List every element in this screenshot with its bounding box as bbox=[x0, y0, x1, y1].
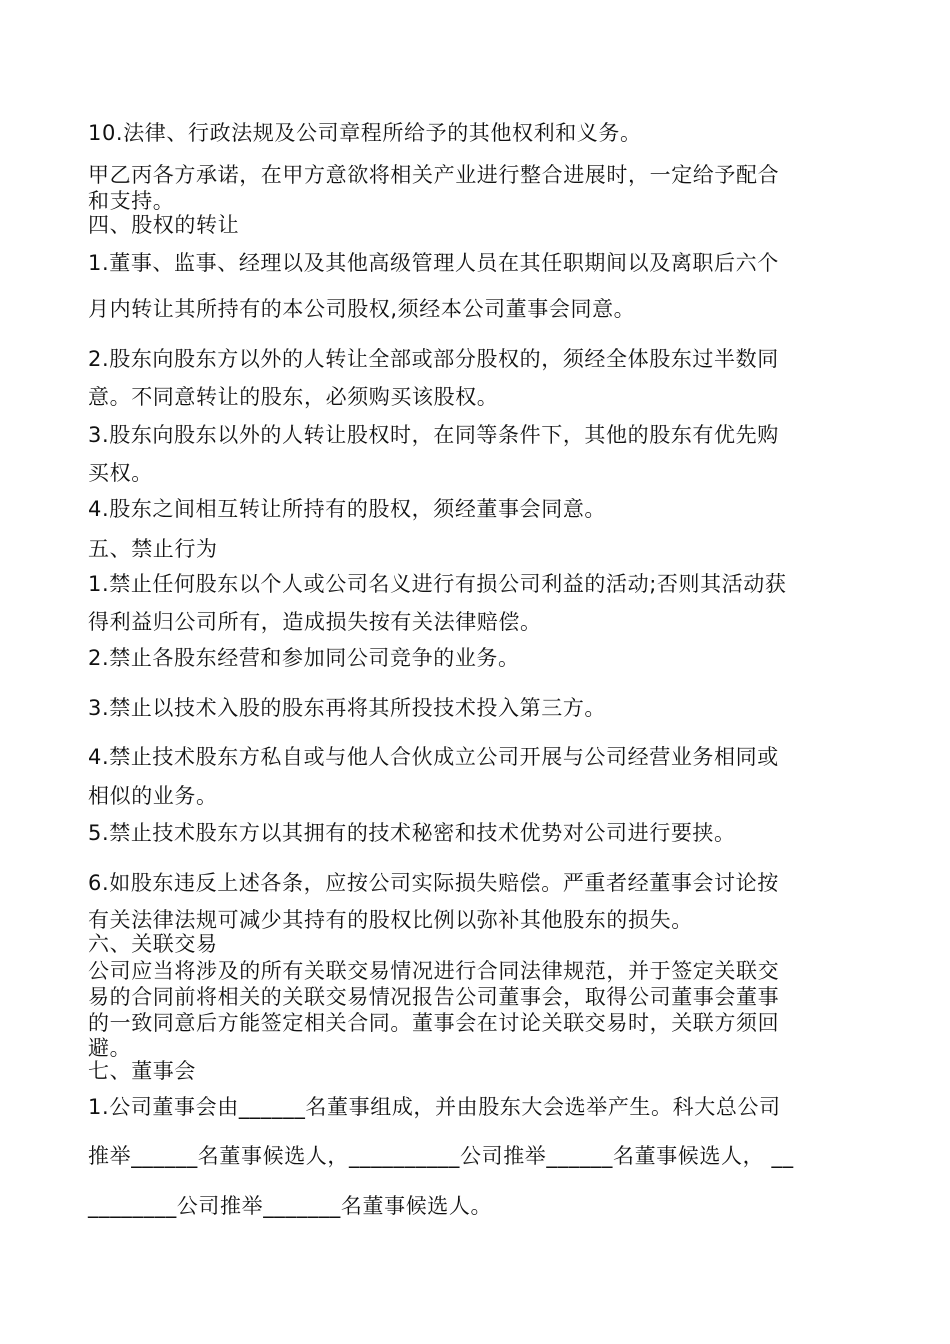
section-heading: 四、股权的转让 bbox=[88, 213, 240, 237]
text-line: 3.禁止以技术入股的股东再将其所投技术投入第三方。 bbox=[88, 696, 607, 720]
text-line: 避。 bbox=[88, 1036, 132, 1060]
text-line: 和支持。 bbox=[88, 189, 175, 213]
text-line: 5.禁止技术股东方以其拥有的技术秘密和技术优势对公司进行要挟。 bbox=[88, 821, 736, 845]
text-line: 3.股东向股东以外的人转让股权时，在同等条件下，其他的股东有优先购 bbox=[88, 423, 779, 447]
text-line: 甲乙丙各方承诺，在甲方意欲将相关产业进行整合进展时，一定给予配合 bbox=[88, 163, 780, 187]
section-heading: 六、关联交易 bbox=[88, 932, 218, 956]
text-line: 得利益归公司所有，造成损失按有关法律赔偿。 bbox=[88, 610, 542, 634]
text-line: 月内转让其所持有的本公司股权,须经本公司董事会同意。 bbox=[88, 297, 636, 321]
text-line: ________公司推举_______名董事候选人。 bbox=[88, 1194, 493, 1218]
section-heading: 七、董事会 bbox=[88, 1059, 196, 1083]
text-line: 买权。 bbox=[88, 461, 153, 485]
text-line: 1.禁止任何股东以个人或公司名义进行有损公司利益的活动;否则其活动获 bbox=[88, 572, 787, 596]
section-heading: 五、禁止行为 bbox=[88, 537, 218, 561]
text-line: 1.公司董事会由______名董事组成，并由股东大会选举产生。科大总公司 bbox=[88, 1095, 781, 1119]
text-line: 6.如股东违反上述各条，应按公司实际损失赔偿。严重者经董事会讨论按 bbox=[88, 871, 779, 895]
text-line: 10.法律、行政法规及公司章程所给予的其他权利和义务。 bbox=[88, 121, 642, 145]
text-line: 2.禁止各股东经营和参加同公司竞争的业务。 bbox=[88, 646, 520, 670]
text-line: 1.董事、监事、经理以及其他高级管理人员在其任职期间以及离职后六个 bbox=[88, 251, 779, 275]
text-line: 易的合同前将相关的关联交易情况报告公司董事会，取得公司董事会董事 bbox=[88, 985, 780, 1009]
text-line: 相似的业务。 bbox=[88, 784, 218, 808]
document-page bbox=[88, 0, 868, 1344]
text-line: 公司应当将涉及的所有关联交易情况进行合同法律规范，并于签定关联交 bbox=[88, 959, 780, 983]
text-line: 2.股东向股东方以外的人转让全部或部分股权的，须经全体股东过半数同 bbox=[88, 347, 779, 371]
text-line: 意。不同意转让的股东，必须购买该股权。 bbox=[88, 385, 499, 409]
text-line: 的一致同意后方能签定相关合同。董事会在讨论关联交易时，关联方须回 bbox=[88, 1011, 780, 1035]
text-line: 推举______名董事候选人，__________公司推举______名董事候选人， __ bbox=[88, 1144, 794, 1168]
text-line: 4.禁止技术股东方私自或与他人合伙成立公司开展与公司经营业务相同或 bbox=[88, 745, 779, 769]
text-line: 4.股东之间相互转让所持有的股权，须经董事会同意。 bbox=[88, 497, 607, 521]
text-line: 有关法律法规可减少其持有的股权比例以弥补其他股东的损失。 bbox=[88, 908, 693, 932]
